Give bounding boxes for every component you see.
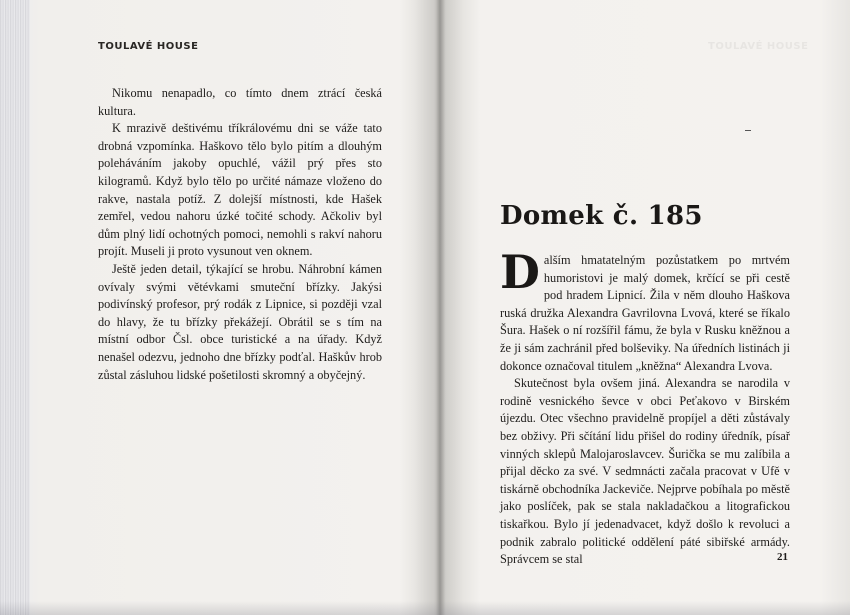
page-number: 21: [777, 551, 788, 563]
paragraph: K mrazivě deštivému tříkrálovému dni se váže tato drobná vzpomínka. Haškovo tělo bylo pitím a dlouhým poleháváním jakoby opuchlé, vážil prý přes sto kilogramů. Když bylo tělo po určité námaze vloženo do rakve, nastala potíž. Z dolejší místnosti, kde Hašek zemřel, vedou nahoru úzké točité schody. Ačkoliv byl dům plný lidí ochotných pomoci, nemohli s rakví nahoru projít. Museli ji proto vysunout ven oknem.: [98, 121, 382, 259]
show-through-mark: [745, 130, 751, 131]
drop-cap: D: [500, 245, 540, 299]
paragraph: Nikomu nenapadlo, co tímto dnem ztrácí česká kultura.: [98, 86, 382, 118]
chapter-title: Domek č. 185: [500, 201, 703, 231]
page-edges: [0, 0, 30, 615]
paragraph-text: alším hmatatelným pozůstatkem po mrtvém humoristovi je malý domek, krčící se při cestě pod hradem Lipnicí. Žila v něm dlouho Haškova ruská družka Alexandra Gavrilovna Lvová, které se říkalo Šura. Hašek o ní rozšířil fámu, že byla v Rusku kněžnou a že ji sám zachránil před bolševiky. Na úředních listinách ji dokonce označoval titulem „kněžna“ Alexandra Lvova.: [500, 253, 790, 373]
paragraph: Ještě jeden detail, týkající se hrobu. Náhrobní kámen ovívaly svými větévkami smuteční břízky. Jakýsi podivínský profesor, prý rodák z Lipnice, si později vzal do hlavy, že tu břízky překážejí. Obrátil se s tím na místní odbor Čsl. obce turistické a na úřady. Když nenašel odezvu, jednoho dne břízky podťal. Haškův hrob zůstal zásluhou lidské pošetilosti skromný a obyčejný.: [98, 261, 382, 382]
first-paragraph: [500, 245, 790, 375]
paragraph: Skutečnost byla ovšem jiná. Alexandra se narodila v rodině vesnického ševce v obci Peťakovo v Birském újezdu. Otec všechno pravidelně propíjel a děti zůstávaly bez obživy. Při sčítání lidu přišel do rodiny úředník, písař vinných sklepů Malojaroslavcev. Šurička se mu zalíbila a přijal děcko za své. V sedmnácti začala pracovat v Ufě v tiskárně obchodníka Jackeviče. Nejprve pobíhala po městě jako poslíček, pak se stala nakladačkou a litografickou tiskařkou. Bylo jí jedenadvacet, když došlo k revoluci a podnik zabralo politické oddělení páté sibiřské armády. Správcem se stal: [500, 376, 790, 567]
book-gutter: [414, 0, 464, 615]
running-head: TOULAVÉ HOUSE: [98, 41, 199, 52]
bottom-edge: [0, 601, 850, 615]
left-page-body: [98, 85, 382, 384]
show-through-head: TOULAVÉ HOUSE: [708, 41, 809, 52]
right-page-body: [500, 245, 790, 569]
